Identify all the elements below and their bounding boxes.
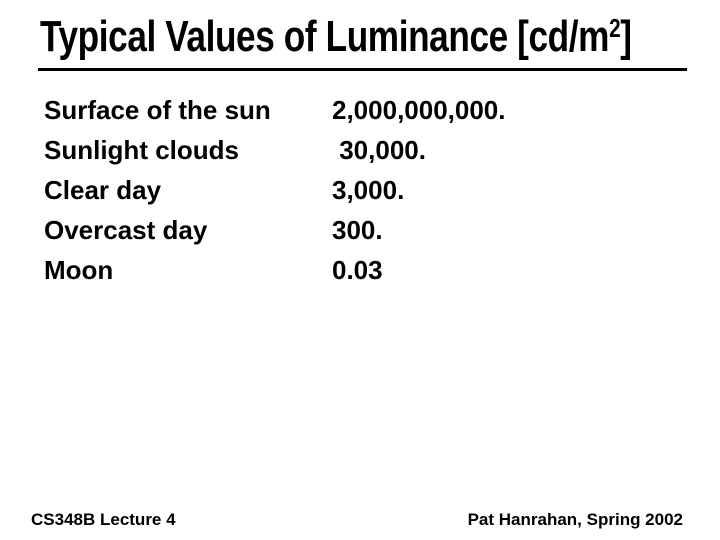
table-row (44, 250, 506, 290)
table-row (44, 210, 506, 250)
slide-title (40, 12, 632, 61)
row-label: Moon (44, 255, 114, 285)
row-value: 30,000. (332, 135, 426, 165)
table-row (44, 130, 506, 170)
luminance-table (44, 90, 506, 290)
row-value: 3,000. (332, 175, 405, 205)
slide-title-bracket: ] (620, 12, 632, 61)
row-label: Overcast day (44, 215, 208, 245)
row-label: Sunlight clouds (44, 135, 239, 165)
slide-title-text: Typical Values of Luminance [cd/m (40, 12, 610, 61)
table-row (44, 90, 506, 130)
row-value: 300. (332, 215, 383, 245)
row-value: 0.03 (332, 255, 383, 285)
row-value: 2,000,000,000. (332, 95, 506, 125)
footer-course-label: CS348B Lecture 4 (31, 510, 176, 529)
footer-author-label: Pat Hanrahan, Spring 2002 (467, 510, 683, 529)
row-label: Clear day (44, 175, 162, 205)
title-underline-rule (38, 68, 687, 71)
row-label: Surface of the sun (44, 95, 271, 125)
table-row (44, 170, 506, 210)
slide-title-superscript: 2 (609, 13, 621, 43)
